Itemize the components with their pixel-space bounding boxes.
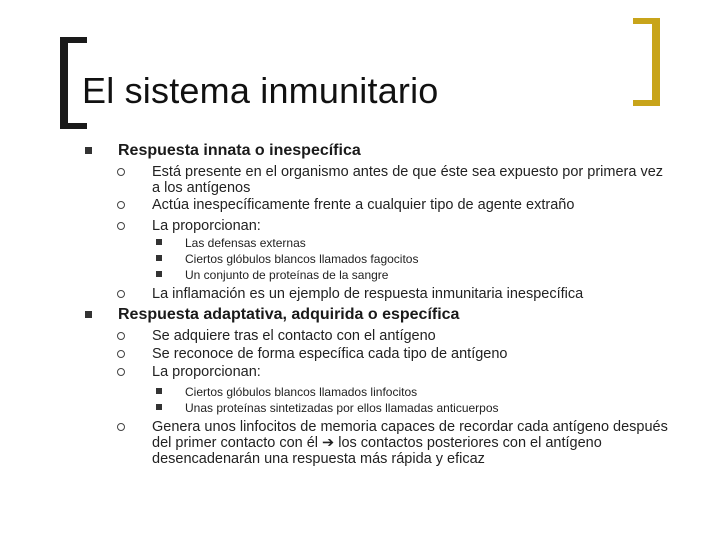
circle-bullet-icon bbox=[117, 350, 125, 358]
section-heading-text: Respuesta innata o inespecífica bbox=[118, 142, 361, 159]
sub-list-item-text: Ciertos glóbulos blancos llamados fagocitos bbox=[185, 252, 419, 266]
sub-list-item-text: Las defensas externas bbox=[185, 236, 306, 250]
sub-list-item bbox=[185, 385, 417, 399]
sub-list-item-text: Un conjunto de proteínas de la sangre bbox=[185, 268, 389, 282]
list-item-text: Está presente en el organismo antes de que éste sea expuesto por primera vez a los antígenos bbox=[152, 164, 664, 196]
right-bracket bbox=[652, 18, 660, 106]
list-item bbox=[152, 286, 672, 302]
slide-title: El sistema inmunitario bbox=[82, 70, 439, 111]
sub-list-item bbox=[185, 401, 499, 415]
square-bullet-icon bbox=[85, 311, 92, 318]
list-item-text: La inflamación es un ejemplo de respuesta inmunitaria inespecífica bbox=[152, 286, 584, 302]
circle-bullet-icon bbox=[117, 201, 125, 209]
section-heading-text: Respuesta adaptativa, adquirida o específica bbox=[118, 306, 460, 323]
list-item bbox=[152, 197, 672, 213]
list-item-text: La proporcionan: bbox=[152, 364, 261, 380]
list-item bbox=[152, 164, 672, 196]
square-bullet-icon bbox=[85, 147, 92, 154]
square-bullet-icon bbox=[156, 388, 162, 394]
list-item bbox=[152, 364, 672, 380]
circle-bullet-icon bbox=[117, 423, 125, 431]
left-bracket bbox=[60, 37, 68, 129]
section-heading-innate bbox=[118, 142, 361, 160]
square-bullet-icon bbox=[156, 239, 162, 245]
right-bracket-top bbox=[633, 18, 660, 24]
list-item bbox=[152, 328, 672, 344]
section-heading-adaptive bbox=[118, 306, 459, 324]
circle-bullet-icon bbox=[117, 332, 125, 340]
square-bullet-icon bbox=[156, 255, 162, 261]
list-item-text: Se adquiere tras el contacto con el antígeno bbox=[152, 328, 436, 344]
list-item-text: La proporcionan: bbox=[152, 218, 261, 234]
sub-list-item bbox=[185, 236, 306, 250]
sub-list-item-text: Ciertos glóbulos blancos llamados linfocitos bbox=[185, 385, 418, 399]
right-bracket-bottom bbox=[633, 100, 660, 106]
square-bullet-icon bbox=[156, 404, 162, 410]
left-bracket-top bbox=[60, 37, 87, 43]
sub-list-item-text: Unas proteínas sintetizadas por ellos llamadas anticuerpos bbox=[185, 401, 499, 415]
list-item bbox=[152, 218, 672, 234]
list-item bbox=[152, 419, 672, 467]
circle-bullet-icon bbox=[117, 368, 125, 376]
list-item-text: Genera unos linfocitos de memoria capaces de recordar cada antígeno después del primer contacto con él ➔ los contactos posteriores con el antígeno desencadenarán una respuesta más rápida y eficaz bbox=[152, 419, 668, 467]
circle-bullet-icon bbox=[117, 168, 125, 176]
sub-list-item bbox=[185, 252, 418, 266]
left-bracket-bottom bbox=[60, 123, 87, 129]
circle-bullet-icon bbox=[117, 222, 125, 230]
square-bullet-icon bbox=[156, 271, 162, 277]
list-item bbox=[152, 346, 672, 362]
list-item-text: Se reconoce de forma específica cada tipo de antígeno bbox=[152, 346, 508, 362]
sub-list-item bbox=[185, 268, 388, 282]
circle-bullet-icon bbox=[117, 290, 125, 298]
list-item-text: Actúa inespecíficamente frente a cualquier tipo de agente extraño bbox=[152, 197, 575, 213]
